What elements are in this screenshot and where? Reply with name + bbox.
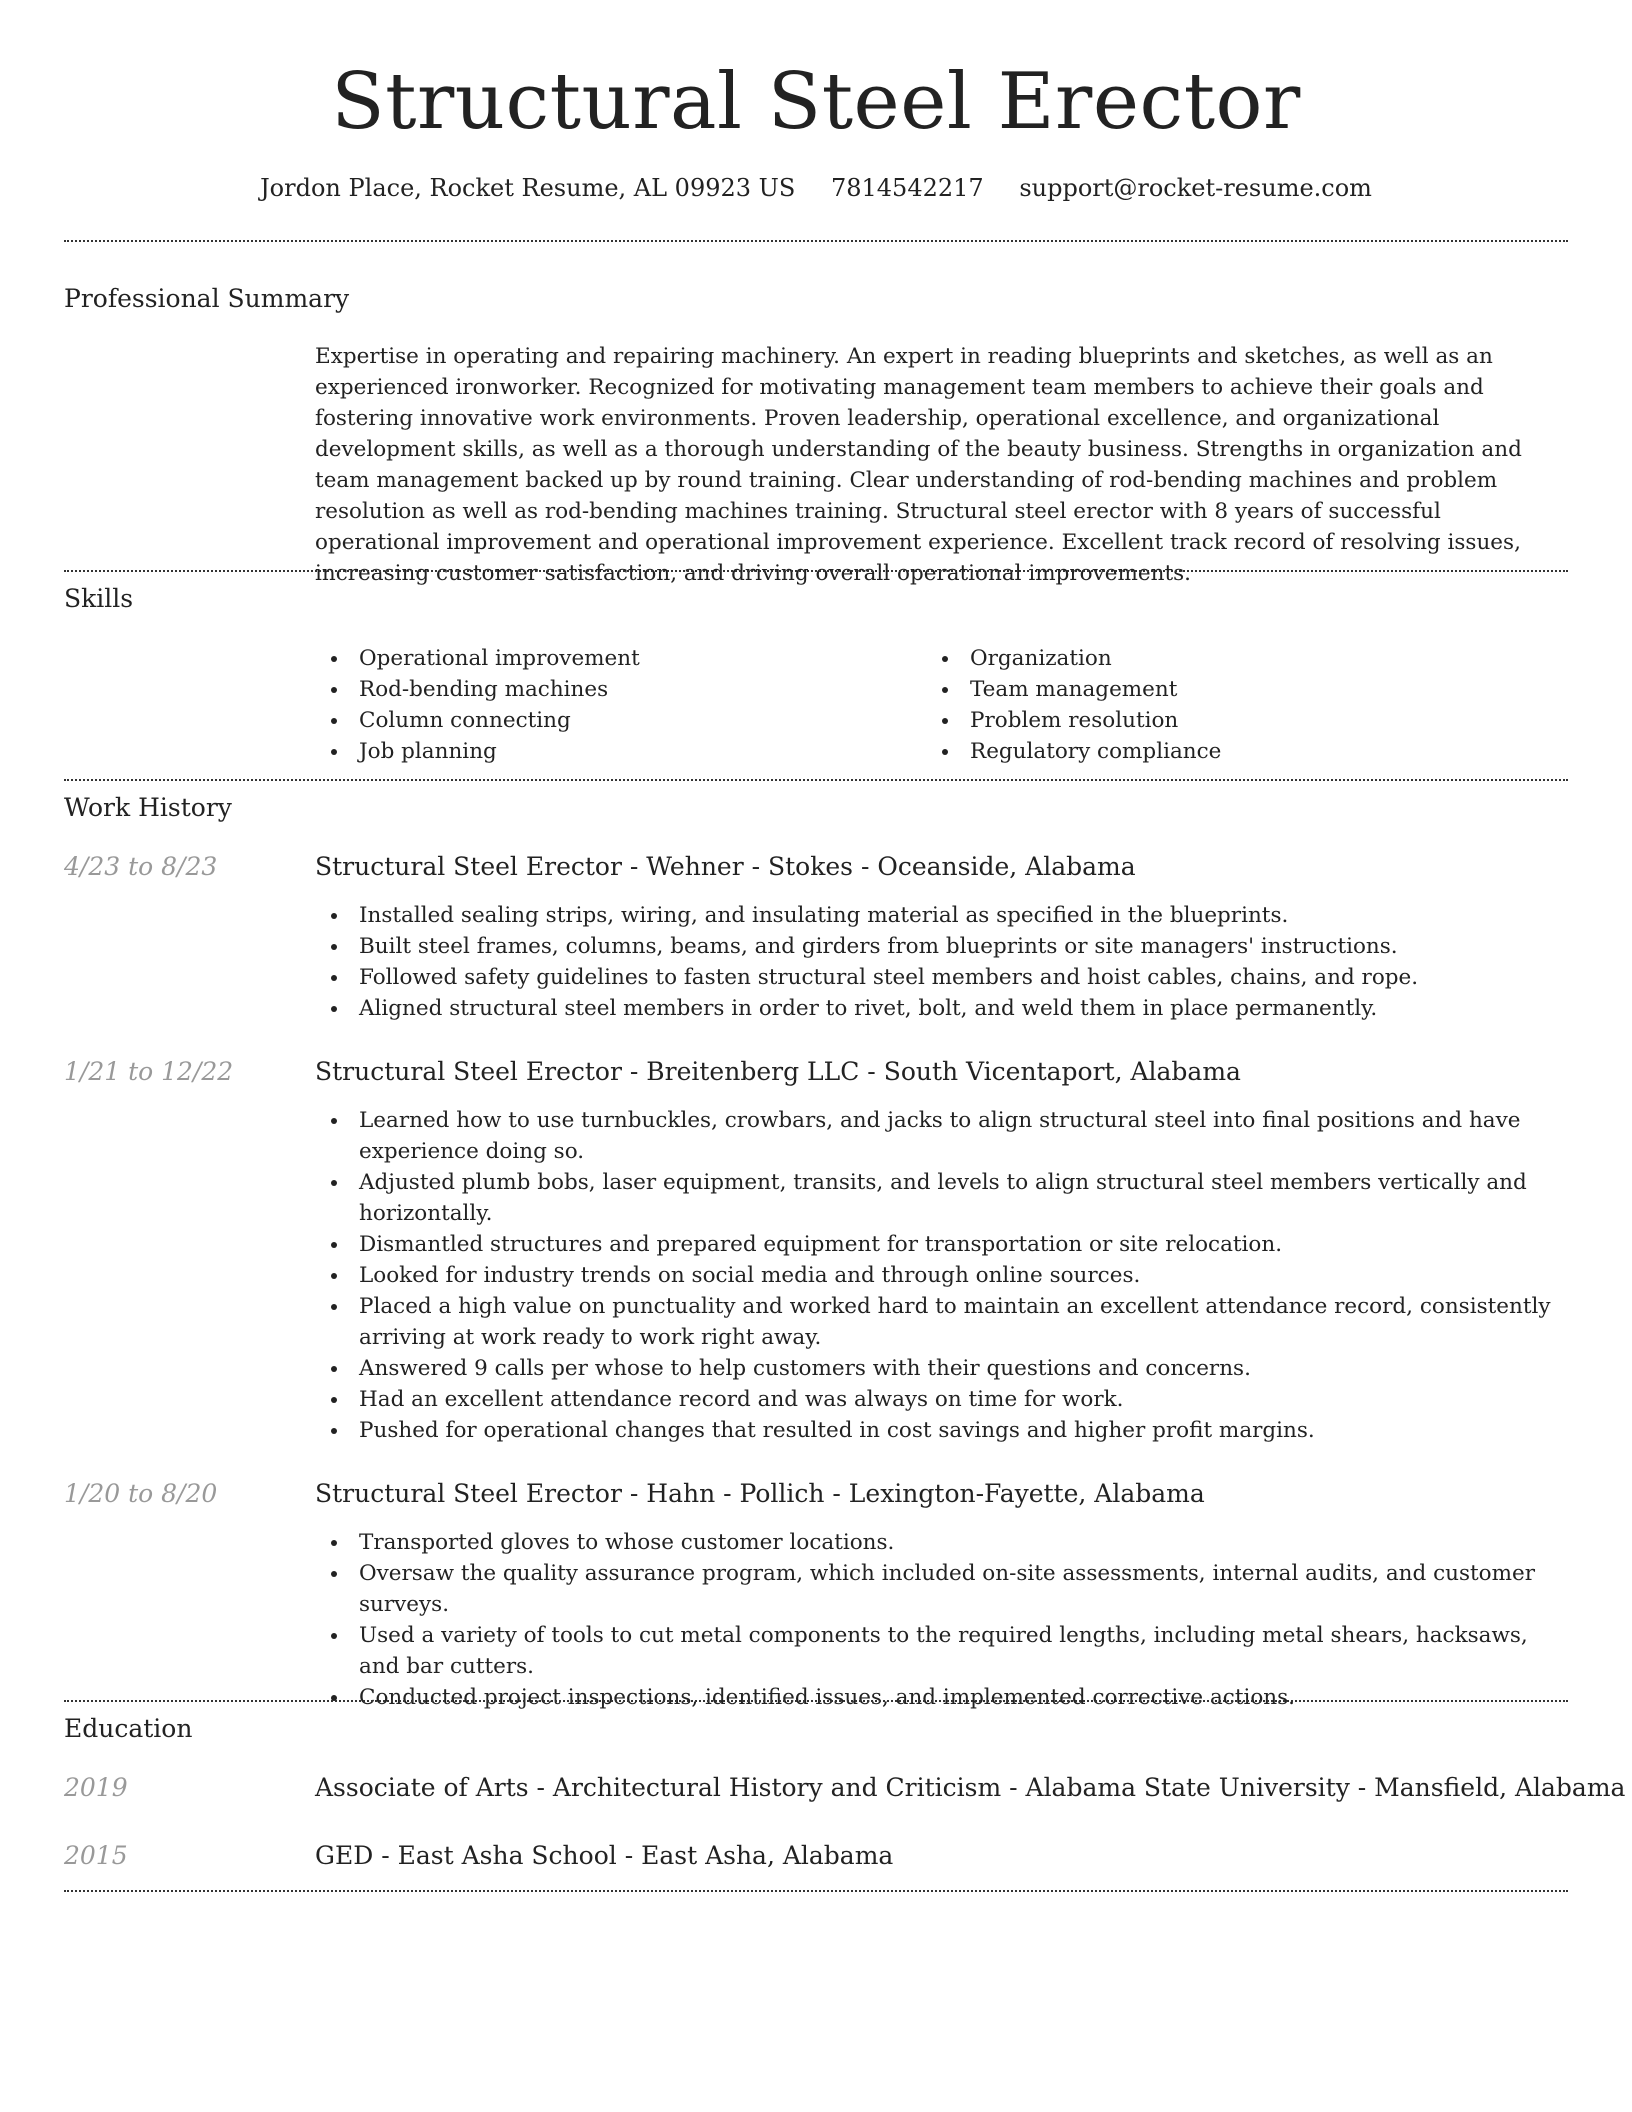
contact-line — [0, 170, 1632, 206]
job-bullet: Followed safety guidelines to fasten structural steel members and hoist cables, chains, and rope. — [315, 962, 1570, 993]
divider — [64, 779, 1568, 781]
job-bullets — [315, 1527, 1570, 1713]
skill-item: Problem resolution — [926, 705, 1526, 736]
skill-item: Column connecting — [315, 705, 915, 736]
job-bullet: Oversaw the quality assurance program, which included on-site assessments, internal audits, and customer surveys. — [315, 1558, 1570, 1620]
job-title: Structural Steel Erector - Hahn - Pollich - Lexington-Fayette, Alabama — [315, 1479, 1205, 1508]
divider — [64, 240, 1568, 242]
divider — [64, 1890, 1568, 1892]
job-bullet: Pushed for operational changes that resulted in cost savings and higher profit margins. — [315, 1415, 1570, 1446]
divider — [64, 570, 1568, 572]
skill-item: Regulatory compliance — [926, 736, 1526, 767]
edu-title: GED - East Asha School - East Asha, Alabama — [315, 1841, 894, 1870]
job-bullet: Learned how to use turnbuckles, crowbars, and jacks to align structural steel into final positions and have experience doing so. — [315, 1105, 1570, 1167]
education-heading: Education — [64, 1714, 193, 1743]
job-bullets — [315, 1105, 1570, 1446]
edu-year: 2019 — [64, 1773, 128, 1802]
job-title: Structural Steel Erector - Wehner - Stokes - Oceanside, Alabama — [315, 852, 1136, 881]
edu-title: Associate of Arts - Architectural History and Criticism - Alabama State University - Mansfield, Alabama — [315, 1773, 1626, 1802]
job-bullet: Had an excellent attendance record and was always on time for work. — [315, 1384, 1570, 1415]
job-bullet: Aligned structural steel members in order to rivet, bolt, and weld them in place permanently. — [315, 993, 1570, 1024]
skill-item: Team management — [926, 674, 1526, 705]
summary-heading: Professional Summary — [64, 284, 350, 313]
work-heading: Work History — [64, 793, 232, 822]
skill-item: Rod-bending machines — [315, 674, 915, 705]
job-bullet: Placed a high value on punctuality and worked hard to maintain an excellent attendance record, consistently arriving at work ready to work right away. — [315, 1291, 1570, 1353]
resume-name: Structural Steel Erector — [331, 57, 1301, 147]
contact-phone: 7814542217 — [830, 174, 984, 202]
contact-address: Jordon Place, Rocket Resume, AL 09923 US — [260, 174, 796, 202]
edu-year: 2015 — [64, 1841, 128, 1870]
summary-text: Expertise in operating and repairing machinery. An expert in reading blueprints and sketches, as well as an experienced ironworker. Recognized for motivating management team members to achieve their goals and fostering innovative work environments. Proven leadership, operational excellence, and organizational development skills, as well as a thorough understanding of the beauty business. Strengths in organization and team management backed up by round training. Clear understanding of rod-bending machines and problem resolution as well as rod-bending machines training. Structural steel erector with 8 years of successful operational improvement and operational improvement experience. Excellent track record of resolving issues, increasing customer satisfaction, and driving overall operational improvements. — [315, 344, 1522, 586]
job-bullet: Dismantled structures and prepared equipment for transportation or site relocation. — [315, 1229, 1570, 1260]
job-bullet: Conducted project inspections, identified issues, and implemented corrective actions. — [315, 1682, 1570, 1713]
job-bullet: Transported gloves to whose customer locations. — [315, 1527, 1570, 1558]
job-bullet: Installed sealing strips, wiring, and insulating material as specified in the blueprints. — [315, 900, 1570, 931]
job-bullet: Built steel frames, columns, beams, and girders from blueprints or site managers' instructions. — [315, 931, 1570, 962]
job-title: Structural Steel Erector - Breitenberg LLC - South Vicentaport, Alabama — [315, 1057, 1241, 1086]
job-dates: 1/20 to 8/20 — [64, 1479, 218, 1508]
job-bullet: Used a variety of tools to cut metal components to the required lengths, including metal shears, hacksaws, and bar cutters. — [315, 1620, 1570, 1682]
skills-list-left — [315, 643, 915, 767]
job-dates: 4/23 to 8/23 — [64, 852, 218, 881]
skills-list-right — [926, 643, 1526, 767]
skill-item: Job planning — [315, 736, 915, 767]
contact-email: support@rocket-resume.com — [1019, 174, 1372, 202]
divider — [64, 1700, 1568, 1702]
job-bullets — [315, 900, 1570, 1024]
job-bullet: Adjusted plumb bobs, laser equipment, transits, and levels to align structural steel members vertically and horizontally. — [315, 1167, 1570, 1229]
skills-heading: Skills — [64, 584, 134, 613]
job-dates: 1/21 to 12/22 — [64, 1057, 234, 1086]
job-bullet: Looked for industry trends on social media and through online sources. — [315, 1260, 1570, 1291]
skill-item: Organization — [926, 643, 1526, 674]
skill-item: Operational improvement — [315, 643, 915, 674]
job-bullet: Answered 9 calls per whose to help customers with their questions and concerns. — [315, 1353, 1570, 1384]
